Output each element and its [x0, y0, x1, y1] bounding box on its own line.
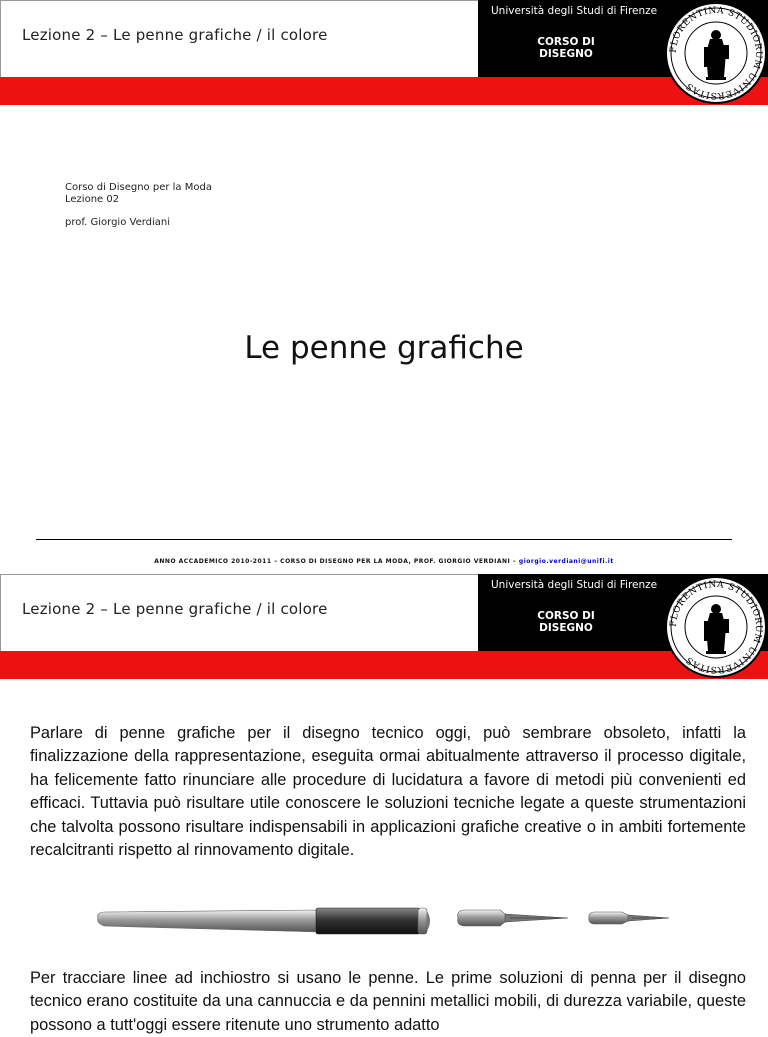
header-red-band — [0, 651, 768, 679]
pen-illustration — [0, 896, 768, 946]
lesson-title: Lezione 2 – Le penne grafiche / il colore — [22, 26, 328, 44]
slide-2 — [0, 574, 768, 1034]
slide-header — [0, 0, 768, 106]
svg-text:FLORENTINA STUDIORUM UNIVERS: FLORENTINA STUDIORUM UNIVERSITAS — [668, 5, 764, 101]
course-info — [65, 182, 212, 229]
footer-divider — [36, 539, 732, 540]
course-label: CORSO DI DISEGNO — [537, 36, 595, 60]
slide-header — [0, 574, 768, 680]
university-name: Università degli Studi di Firenze — [491, 579, 658, 591]
lesson-number: Lezione 02 — [65, 194, 120, 205]
lesson-title: Lezione 2 – Le penne grafiche / il colore — [22, 600, 328, 618]
pens-paragraph: Per tracciare linee ad inchiostro si usano le penne. Le prime soluzioni di penna per il disegno tecnico erano costituite da una cannuccia e da pennini metallici mobili, di durezza variabile, queste possono a tutt'oggi essere ritenute uno strumento adatto — [30, 969, 746, 1034]
slide-main-title: Le penne grafiche — [244, 330, 524, 366]
header-red-band — [0, 77, 768, 105]
slide-footer: ANNO ACCADEMICO 2010-2011 – CORSO DI DISEGNO PER LA MODA, PROF. GIORGIO VERDIANI – giorgio.verdiani@unifi.it — [154, 558, 614, 565]
svg-text:FLORENTINA STUDIORUM UNIVERS: FLORENTINA STUDIORUM UNIVERSITAS — [668, 579, 764, 675]
nib-small-icon — [589, 912, 669, 924]
university-name: Università degli Studi di Firenze — [491, 5, 658, 17]
university-seal-icon — [664, 575, 768, 679]
course-label: CORSO DI DISEGNO — [537, 610, 595, 634]
footer-email-link[interactable]: giorgio.verdiani@unifi.it — [518, 558, 614, 565]
university-seal-icon — [664, 1, 768, 105]
course-name: Corso di Disegno per la Moda — [65, 182, 212, 193]
intro-paragraph: Parlare di penne grafiche per il disegno tecnico oggi, può sembrare obsoleto, infatti la finalizzazione della rappresentazione, eseguita ormai abitualmente attraverso il processo digitale, ha felicemente fatto rinunciare alle procedure di lucidatura a favore di metodi più convenienti ed efficaci. Tuttavia può risultare utile conoscere le soluzioni tecniche legate a queste strumentazioni che talvolta possono risultare indispensabili in applicazioni grafiche creative o in ambiti fortemente recalcitranti rispetto al rinnovamento digitale. — [30, 724, 746, 860]
pen-holder-icon — [98, 908, 430, 934]
nib-large-icon — [458, 910, 568, 926]
professor-name: prof. Giorgio Verdiani — [65, 217, 171, 228]
